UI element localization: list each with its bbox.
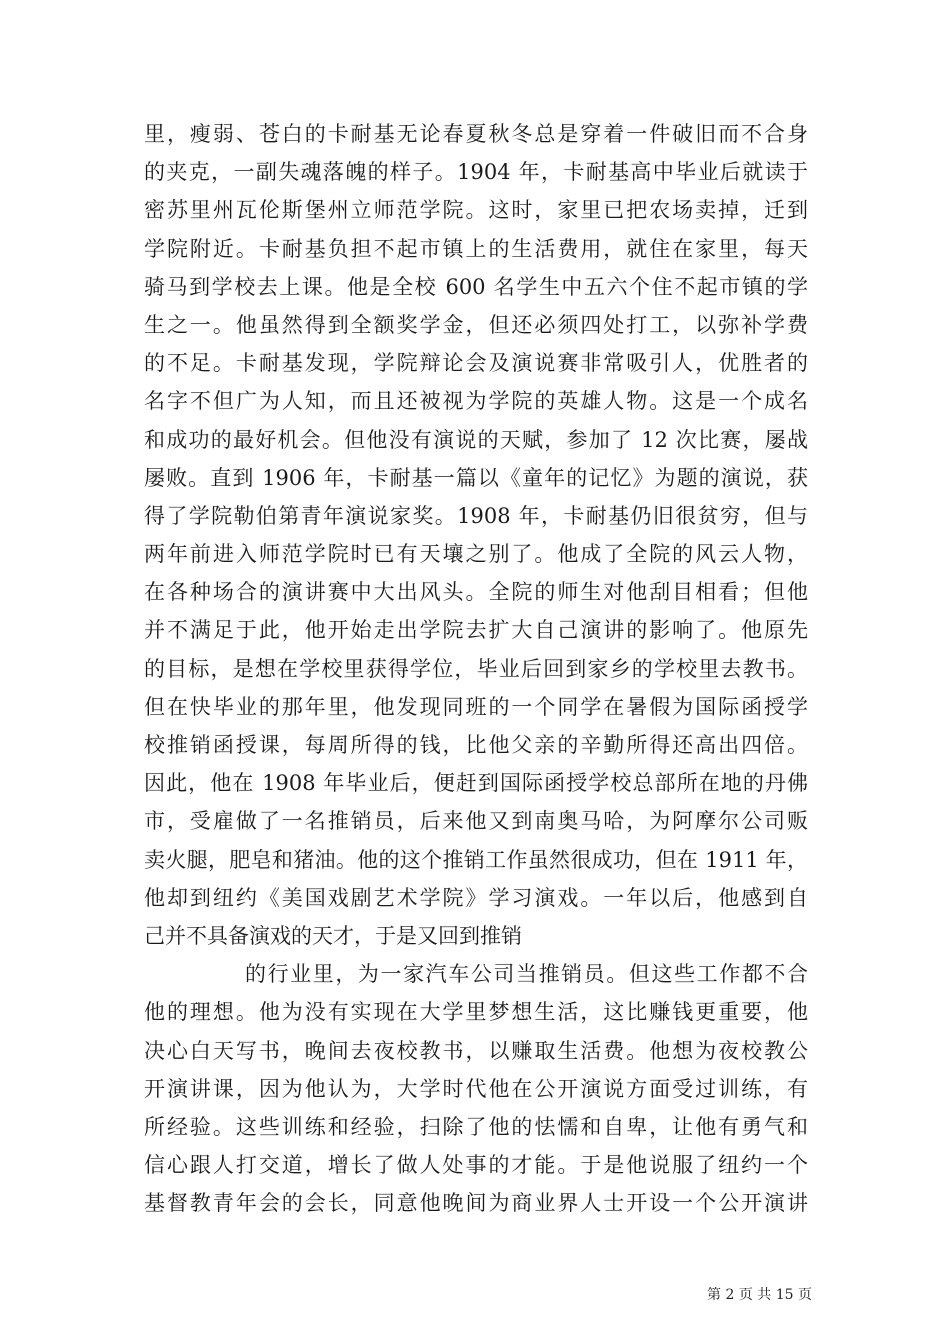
- text-line: 两年前进入师范学院时已有天壤之别了。他成了全院的风云人物，: [144, 542, 808, 567]
- text-line: 基督教青年会的会长，同意他晚间为商业界人士开设一个公开演讲: [144, 1191, 808, 1216]
- text-line: 开演讲课，因为他认为，大学时代他在公开演说方面受过训练，有: [144, 1076, 808, 1101]
- text-line: 己并不具备演戏的天才，于是又回到推销: [144, 923, 522, 948]
- text-line: 所经验。这些训练和经验，扫除了他的怯懦和自卑，让他有勇气和: [144, 1114, 808, 1139]
- text-line: 骑马到学校去上课。他是全校 600 名学生中五六个住不起市镇的学: [144, 274, 808, 299]
- text-line: 在各种场合的演讲赛中大出风头。全院的师生对他刮目相看；但他: [144, 580, 808, 605]
- text-line: 的目标，是想在学校里获得学位，毕业后回到家乡的学校里去教书。: [144, 656, 808, 681]
- text-line: 但在快毕业的那年里，他发现同班的一个同学在暑假为国际函授学: [144, 694, 808, 719]
- text-line: 生之一。他虽然得到全额奖学金，但还必须四处打工，以弥补学费: [144, 312, 808, 337]
- text-line: 并不满足于此，他开始走出学院去扩大自己演讲的影响了。他原先: [144, 618, 808, 643]
- text-line-indented: 的行业里，为一家汽车公司当推销员。但这些工作都不合: [245, 962, 808, 987]
- text-line: 密苏里州瓦伦斯堡州立师范学院。这时，家里已把农场卖掉，迁到: [144, 198, 808, 223]
- text-line: 学院附近。卡耐基负担不起市镇上的生活费用，就住在家里，每天: [144, 236, 808, 261]
- text-line: 信心跟人打交道，增长了做人处事的才能。于是他说服了纽约一个: [144, 1153, 808, 1178]
- body-paragraph: [144, 115, 808, 1222]
- text-line: 的夹克，一副失魂落魄的样子。1904 年，卡耐基高中毕业后就读于: [144, 160, 808, 185]
- text-line: 市，受雇做了一名推销员，后来他又到南奥马哈，为阿摩尔公司贩: [144, 809, 808, 834]
- text-line: 得了学院勒伯第青年演说家奖。1908 年，卡耐基仍旧很贫穷，但与: [144, 503, 808, 528]
- text-line: 和成功的最好机会。但他没有演说的天赋，参加了 12 次比赛，屡战: [144, 427, 808, 452]
- text-line: 因此，他在 1908 年毕业后，便赶到国际函授学校总部所在地的丹佛: [144, 771, 808, 796]
- text-line: 校推销函授课，每周所得的钱，比他父亲的辛勤所得还高出四倍。: [144, 733, 808, 757]
- text-line: 他的理想。他为没有实现在大学里梦想生活，这比赚钱更重要，他: [144, 1000, 808, 1025]
- text-line: 里，瘦弱、苍白的卡耐基无论春夏秋冬总是穿着一件破旧而不合身: [144, 122, 808, 146]
- text-line: 的不足。卡耐基发现，学院辩论会及演说赛非常吸引人，优胜者的: [144, 351, 808, 376]
- text-line: 他却到纽约《美国戏剧艺术学院》学习演戏。一年以后，他感到自: [144, 885, 808, 910]
- text-line: 卖火腿，肥皂和猪油。他的这个推销工作虽然很成功，但在 1911 年，: [144, 847, 808, 872]
- text-line: 名字不但广为人知，而且还被视为学院的英雄人物。这是一个成名: [144, 389, 808, 414]
- text-line: 决心白天写书，晚间去夜校教书，以赚取生活费。他想为夜校教公: [144, 1038, 808, 1063]
- page-number-footer: 第 2 页 共 15 页: [707, 1287, 812, 1303]
- text-line: 屡败。直到 1906 年，卡耐基一篇以《童年的记忆》为题的演说，获: [144, 465, 808, 490]
